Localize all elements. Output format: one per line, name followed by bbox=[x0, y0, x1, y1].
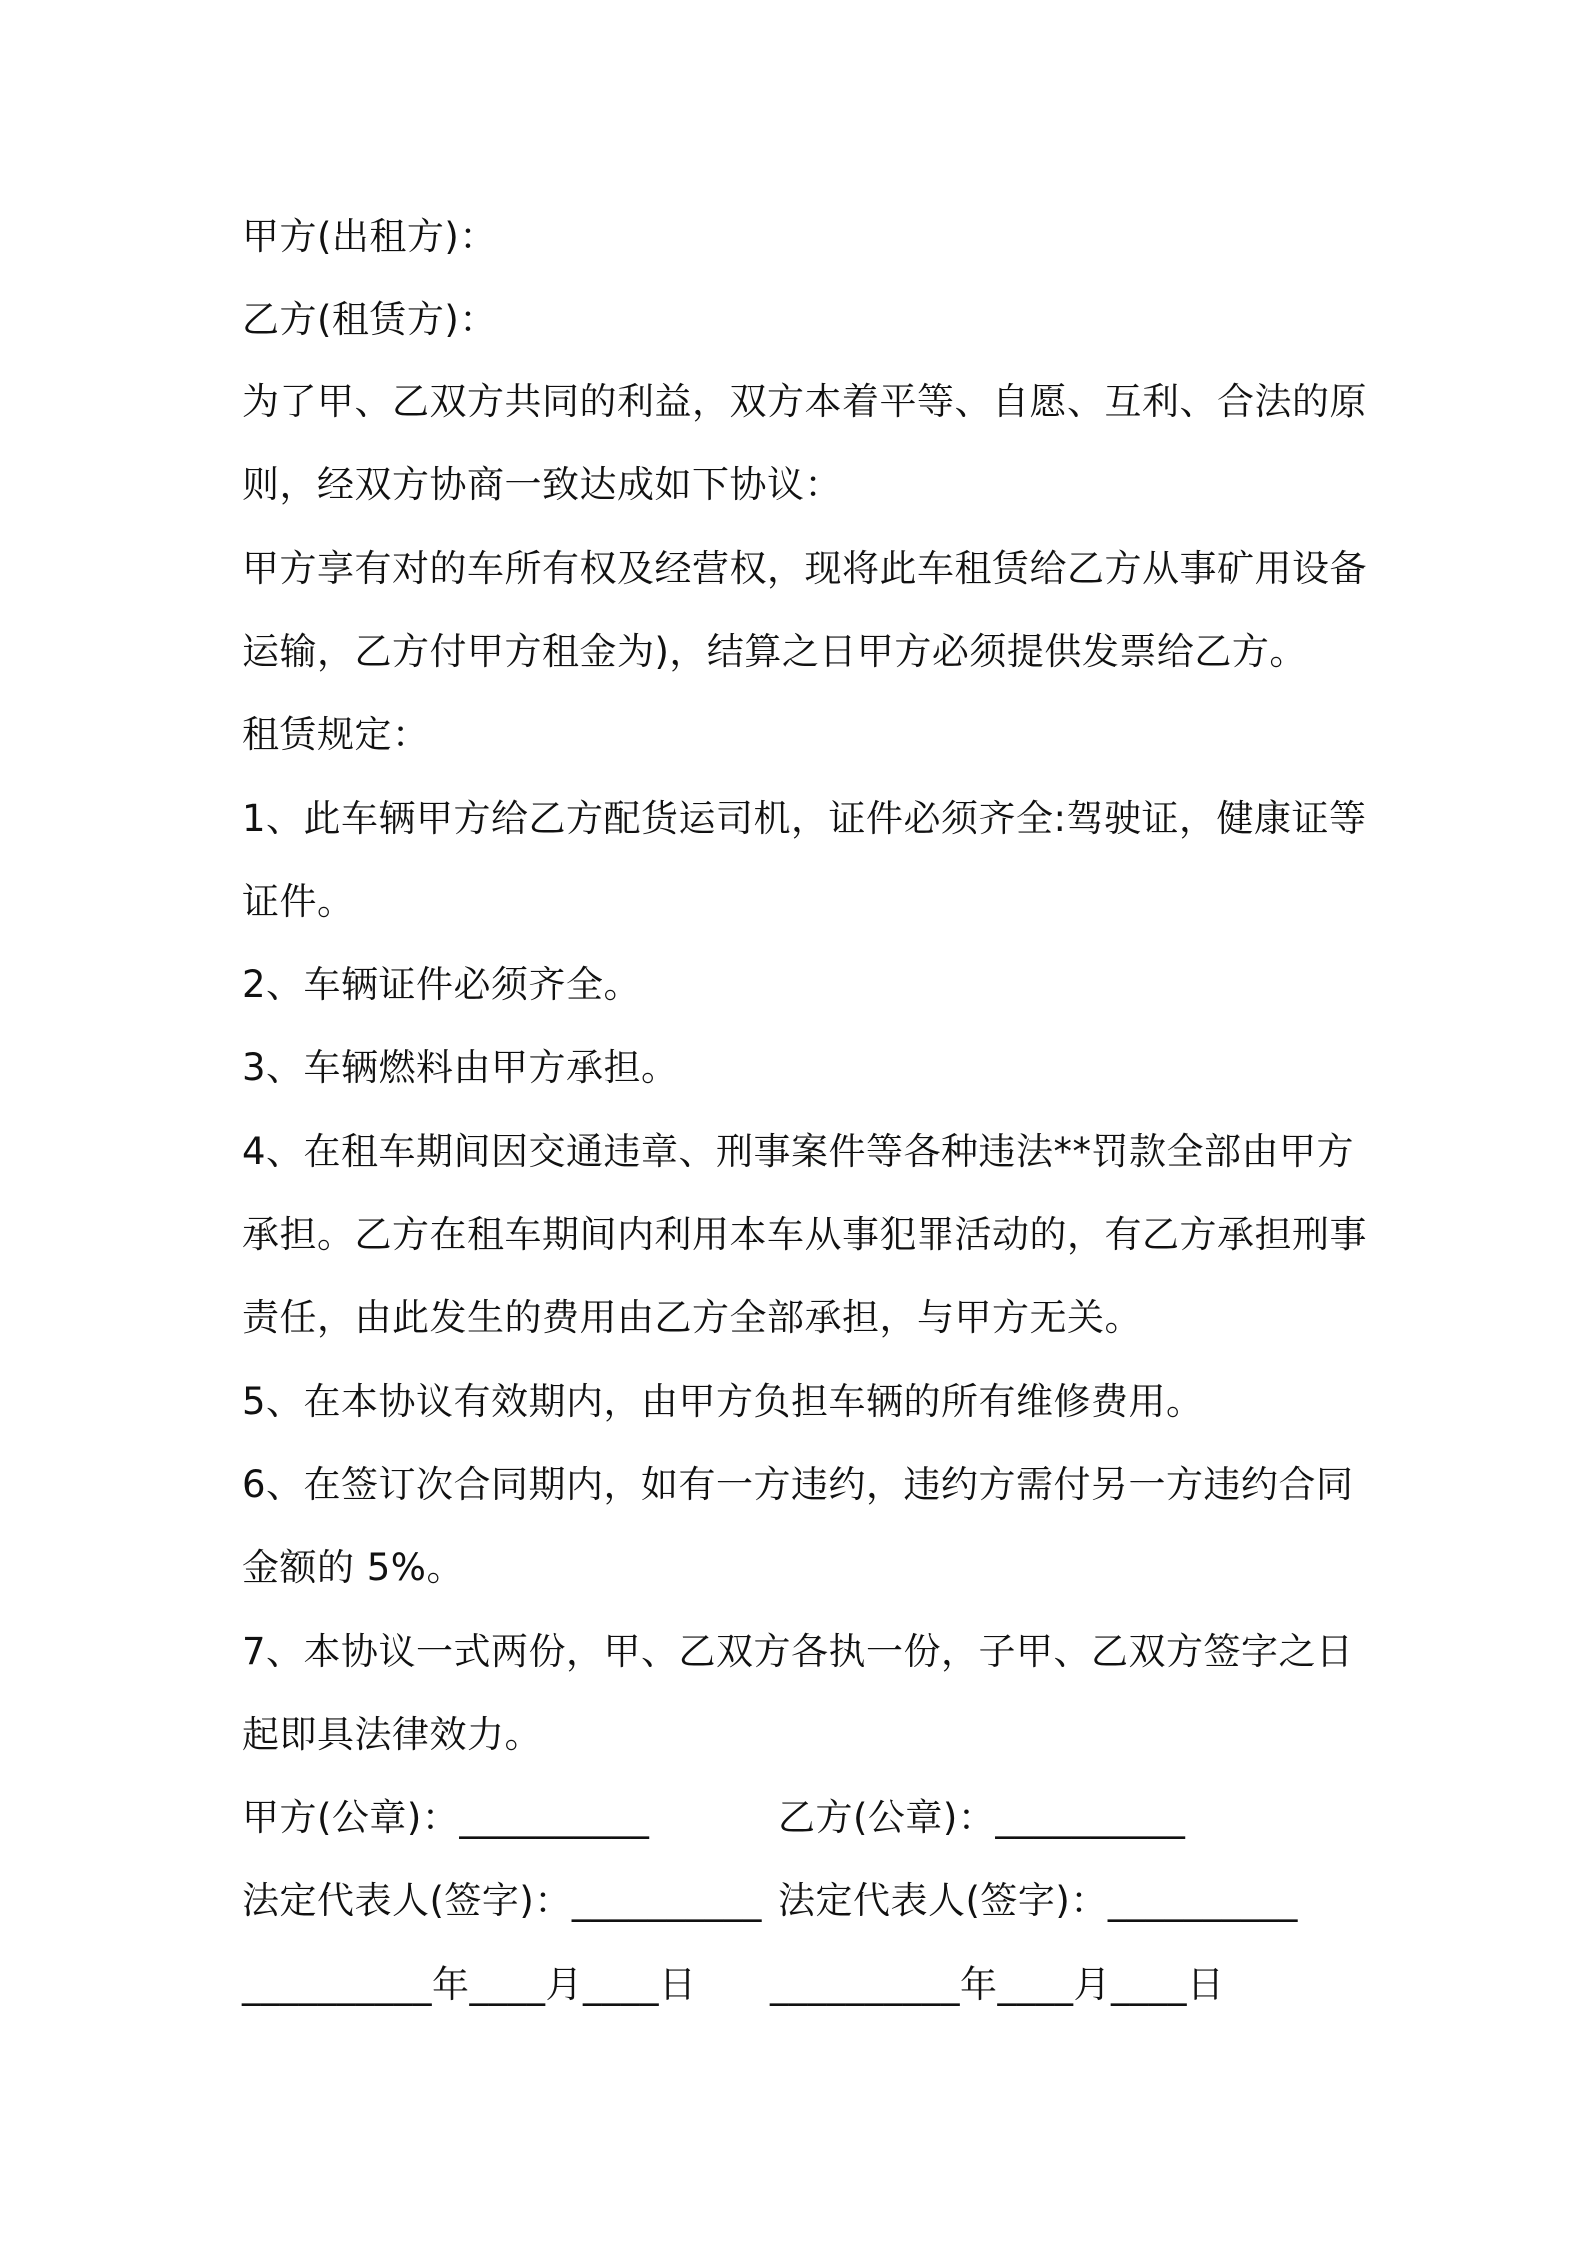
rule-7-line-2: 起即具法律效力。 bbox=[242, 1713, 542, 1756]
ownership-line-1: 甲方享有对的车所有权及经营权，现将此车租赁给乙方从事矿用设备 bbox=[242, 547, 1367, 590]
party-b-seal-field: 乙方(公章)：__________ bbox=[778, 1796, 1186, 1839]
rule-1-line-1: 1、此车辆甲方给乙方配货运司机，证件必须齐全:驾驶证，健康证等 bbox=[242, 797, 1367, 840]
rule-6-line-1: 6、在签订次合同期内，如有一方违约，违约方需付另一方违约合同 bbox=[242, 1463, 1354, 1506]
rule-3: 3、车辆燃料由甲方承担。 bbox=[242, 1046, 679, 1089]
rule-4-line-2: 承担。乙方在租车期间内利用本车从事犯罪活动的，有乙方承担刑事 bbox=[242, 1213, 1367, 1256]
preamble-line-1: 为了甲、乙双方共同的利益，双方本着平等、自愿、互利、合法的原 bbox=[242, 380, 1367, 423]
rule-4-line-1: 4、在租车期间因交通违章、刑事案件等各种违法**罚款全部由甲方 bbox=[242, 1130, 1355, 1173]
party-a-seal-field: 甲方(公章)：__________ bbox=[242, 1796, 650, 1839]
party-a-date-field: __________年____月____日 bbox=[242, 1963, 697, 2006]
party-b-representative-field: 法定代表人(签字)：__________ bbox=[778, 1879, 1298, 1922]
party-b-date-field: __________年____月____日 bbox=[770, 1963, 1225, 2006]
ownership-line-2: 运输，乙方付甲方租金为)，结算之日甲方必须提供发票给乙方。 bbox=[242, 630, 1307, 673]
rule-4-line-3: 责任，由此发生的费用由乙方全部承担，与甲方无关。 bbox=[242, 1296, 1142, 1339]
rule-5: 5、在本协议有效期内，由甲方负担车辆的所有维修费用。 bbox=[242, 1380, 1204, 1423]
rule-6-line-2: 金额的 5%。 bbox=[242, 1546, 464, 1589]
rule-7-line-1: 7、本协议一式两份，甲、乙双方各执一份，子甲、乙双方签字之日 bbox=[242, 1630, 1354, 1673]
rules-heading: 租赁规定： bbox=[242, 713, 430, 756]
party-a-label: 甲方(出租方)： bbox=[242, 215, 497, 258]
party-a-representative-field: 法定代表人(签字)：__________ bbox=[242, 1879, 762, 1922]
preamble-line-2: 则，经双方协商一致达成如下协议： bbox=[242, 463, 842, 506]
party-b-label: 乙方(租赁方)： bbox=[242, 298, 497, 341]
rule-2: 2、车辆证件必须齐全。 bbox=[242, 963, 642, 1006]
rule-1-line-2: 证件。 bbox=[242, 880, 355, 923]
